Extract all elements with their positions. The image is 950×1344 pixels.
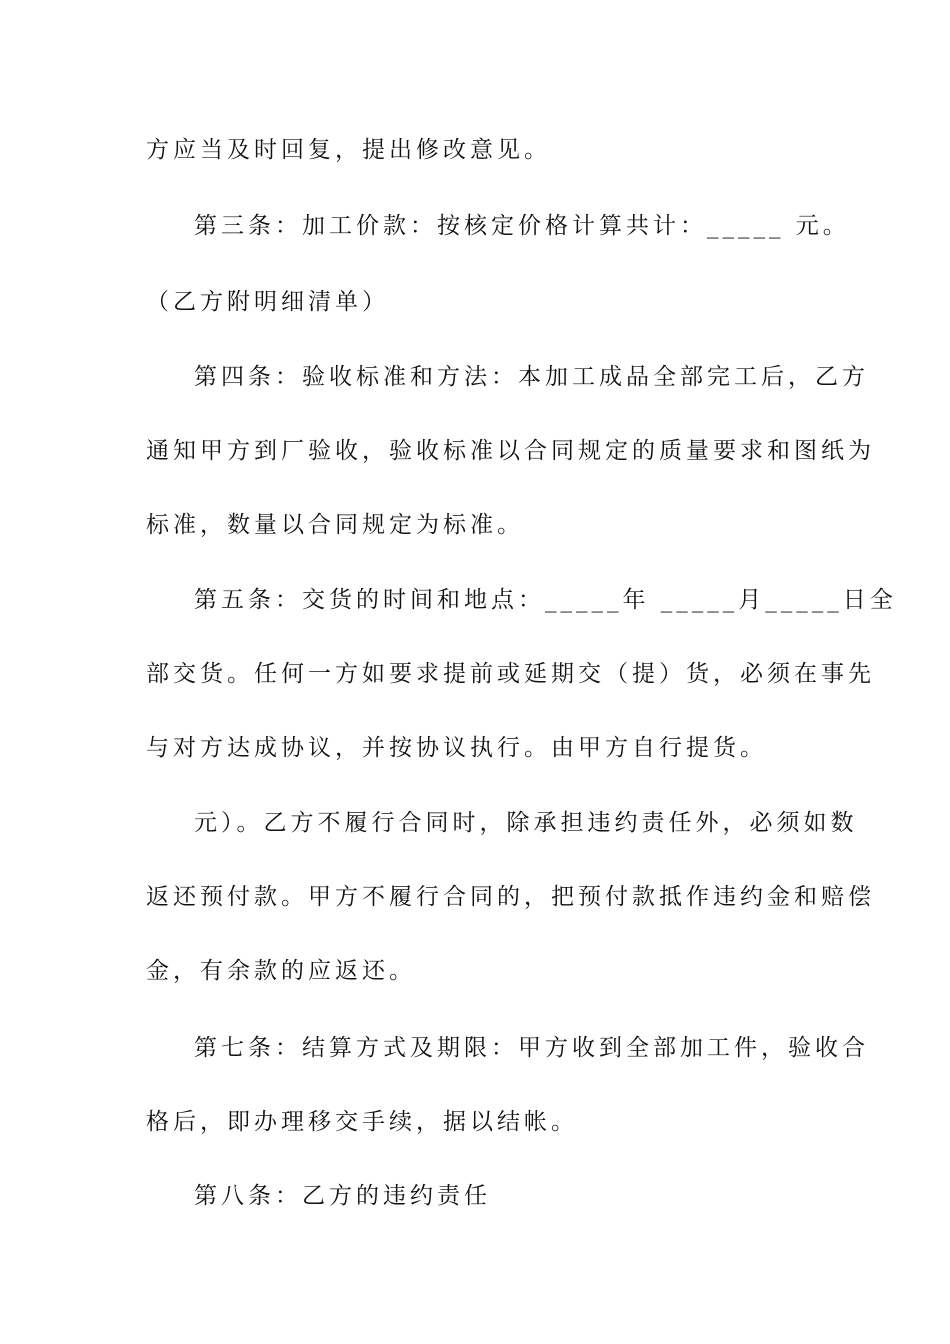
paragraph-line: 金，有余款的应返还。 <box>146 958 416 984</box>
paragraph-line: 第七条：结算方式及期限：甲方收到全部加工件，验收合 <box>194 1035 869 1061</box>
paragraph-line: 第三条：加工价款：按核定价格计算共计：_____ 元。 <box>194 213 850 239</box>
paragraph-line: 格后，即办理移交手续，据以结帐。 <box>146 1109 578 1135</box>
paragraph-line: 第四条：验收标准和方法：本加工成品全部完工后，乙方 <box>194 364 869 390</box>
paragraph-line: 通知甲方到厂验收，验收标准以合同规定的质量要求和图纸为 <box>146 438 875 464</box>
paragraph-line: 第八条：乙方的违约责任 <box>194 1183 491 1209</box>
paragraph-line: 方应当及时回复，提出修改意见。 <box>146 137 551 163</box>
paragraph-line: 部交货。任何一方如要求提前或延期交（提）货，必须在事先 <box>146 661 875 687</box>
paragraph-line: 返还预付款。甲方不履行合同的，把预付款抵作违约金和赔偿 <box>146 884 875 910</box>
paragraph-line: 与对方达成协议，并按协议执行。由甲方自行提货。 <box>146 735 767 761</box>
paragraph-line: 第五条：交货的时间和地点：_____年 _____月_____日全 <box>194 587 897 613</box>
paragraph-line: 元）。乙方不履行合同时，除承担违约责任外，必须如数 <box>194 810 858 836</box>
paragraph-line: 标准，数量以合同规定为标准。 <box>146 512 524 538</box>
paragraph-line: （乙方附明细清单） <box>146 289 389 315</box>
